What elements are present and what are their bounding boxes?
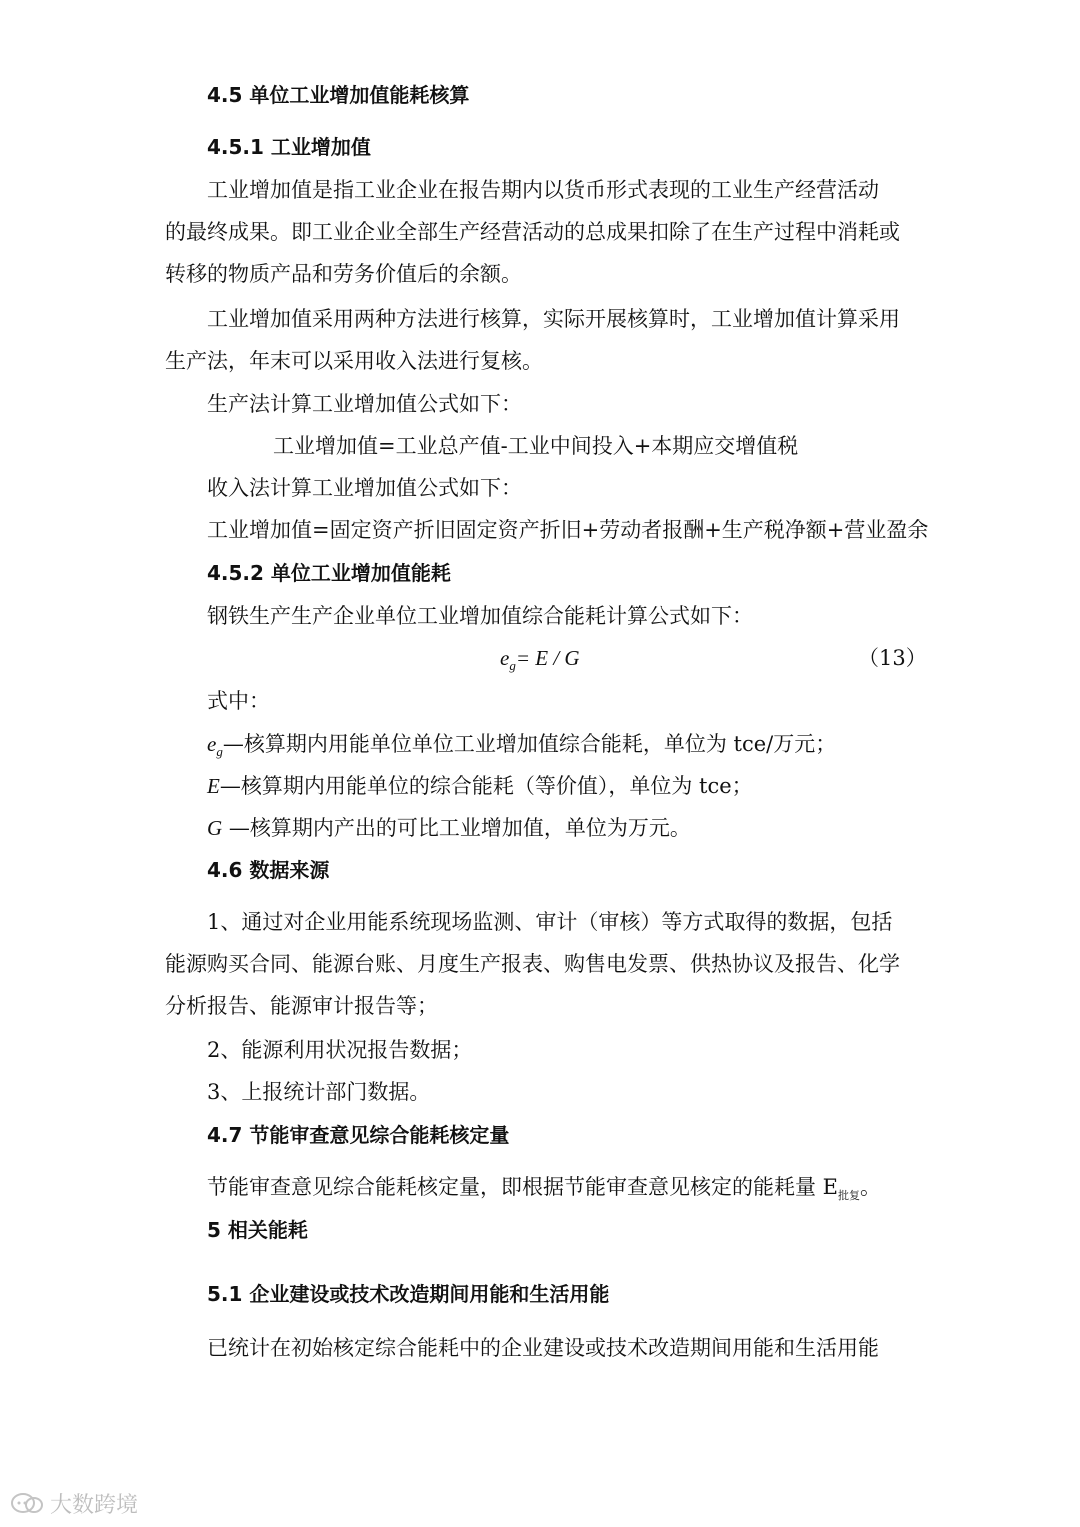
paragraph-line: 工业增加值采用两种方法进行核算，实际开展核算时，工业增加值计算采用: [207, 307, 900, 331]
chat-bubble-icon: [10, 1492, 44, 1516]
paragraph-line: 能源购买合同、能源台账、月度生产报表、购售电发票、供热协议及报告、化学: [165, 952, 900, 976]
paragraph-line: 工业增加值是指工业企业在报告期内以货币形式表现的工业生产经营活动: [207, 178, 879, 202]
symbol: e: [207, 732, 217, 756]
heading-4-6: 4.6 数据来源: [207, 858, 330, 882]
symbol: E: [207, 774, 220, 798]
paragraph-text: 节能审查意见综合能耗核定量，即根据节能审查意见核定的能耗量 E: [207, 1175, 839, 1199]
paragraph-end: 。: [860, 1175, 882, 1199]
definition-text: —核算期内产出的可比工业增加值，单位为万元。: [222, 816, 691, 840]
definition-G: [207, 815, 691, 841]
formula-lhs: e: [500, 646, 510, 670]
definition-text: —核算期内用能单位的综合能耗（等价值），单位为 tce；: [219, 774, 753, 798]
formula-number: （13）: [858, 646, 927, 670]
formula-income-method: 工业增加值=固定资产折旧固定资产折旧+劳动者报酬+生产税净额+营业盈余: [207, 518, 929, 542]
heading-5: 5 相关能耗: [207, 1218, 308, 1242]
heading-4-7: 4.7 节能审查意见综合能耗核定量: [207, 1123, 510, 1147]
paragraph-line: 生产法计算工业增加值公式如下：: [207, 392, 522, 416]
definition-text: —核算期内用能单位单位工业增加值综合能耗，单位为 tce/万元；: [222, 732, 837, 756]
paragraph-line: 转移的物质产品和劳务价值后的余额。: [165, 262, 522, 286]
heading-4-5-1: 4.5.1 工业增加值: [207, 135, 371, 159]
formula-rhs: = E / G: [515, 646, 580, 670]
heading-4-5-2: 4.5.2 单位工业增加值能耗: [207, 561, 451, 585]
watermark: [10, 1488, 138, 1519]
paragraph-line: 的最终成果。即工业企业全部生产经营活动的总成果扣除了在生产过程中消耗或: [165, 220, 900, 244]
paragraph-line: 钢铁生产生产企业单位工业增加值综合能耗计算公式如下：: [207, 604, 753, 628]
paragraph-line: 1、通过对企业用能系统现场监测、审计（审核）等方式取得的数据，包括: [207, 910, 893, 934]
symbol: G: [207, 816, 223, 840]
list-item: 2、能源利用状况报告数据；: [207, 1038, 473, 1062]
watermark-text: 大数跨境: [50, 1493, 139, 1518]
paragraph-line: [207, 1174, 881, 1209]
heading-5-1: 5.1 企业建设或技术改造期间用能和生活用能: [207, 1282, 610, 1306]
definition-E: [207, 773, 753, 799]
formula-production-method: 工业增加值=工业总产值-工业中间投入+本期应交增值税: [273, 434, 799, 458]
formula-13: [500, 645, 580, 679]
subscript-approved: 批复: [838, 1189, 861, 1202]
paragraph-line: 生产法，年末可以采用收入法进行复核。: [165, 349, 543, 373]
list-item: 3、上报统计部门数据。: [207, 1080, 431, 1104]
paragraph-line: 已统计在初始核定综合能耗中的企业建设或技术改造期间用能和生活用能: [207, 1336, 879, 1360]
paragraph-line: 收入法计算工业增加值公式如下：: [207, 476, 522, 500]
heading-4-5: 4.5 单位工业增加值能耗核算: [207, 83, 470, 107]
paragraph-line: 分析报告、能源审计报告等；: [165, 994, 438, 1018]
definition-eg: [207, 731, 836, 765]
formula-lhs-subscript: g: [509, 658, 516, 673]
symbol-subscript: g: [216, 744, 223, 759]
paragraph-line: 式中：: [207, 689, 270, 713]
